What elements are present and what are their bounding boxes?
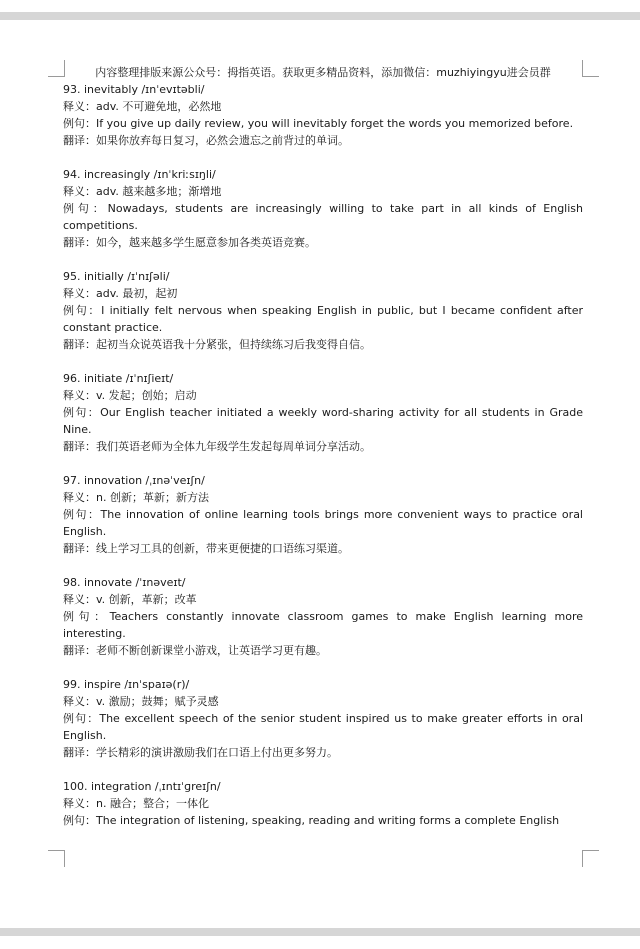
example-sentence: 例句：Teachers constantly innovate classroom games to make English learning more interesting. (63, 610, 583, 640)
example-sentence: 例句：If you give up daily review, you will inevitably forget the words you memorized before. (63, 117, 574, 130)
example-sentence: 例句：The excellent speech of the senior student inspired us to make greater efforts in oral English. (63, 712, 583, 742)
vocab-entry (63, 676, 583, 761)
page-corner-mark-bottom-right (582, 850, 599, 867)
word-meaning: 释义：n. 融合；整合；一体化 (63, 797, 209, 810)
word-heading: 96. initiate /ɪˈnɪʃieɪt/ (63, 372, 174, 385)
example-translation: 翻译：如果你放弃每日复习，必然会遗忘之前背过的单词。 (63, 134, 349, 147)
word-heading: 100. integration /ˌɪntɪˈɡreɪʃn/ (63, 780, 221, 793)
word-heading: 95. initially /ɪˈnɪʃəli/ (63, 270, 170, 283)
example-sentence: 例句：Our English teacher initiated a weekly word-sharing activity for all students in Grade Nine. (63, 406, 583, 436)
vocab-entry (63, 166, 583, 251)
example-translation: 翻译：如今，越来越多学生愿意参加各类英语竞赛。 (63, 236, 316, 249)
vocab-entry (63, 574, 583, 659)
word-meaning: 释义：n. 创新；革新；新方法 (63, 491, 209, 504)
page-header: 内容整理排版来源公众号：拇指英语。获取更多精品资料，添加微信：muzhiyingyu进会员群 (95, 66, 551, 79)
word-meaning: 释义：v. 创新，革新；改革 (63, 593, 197, 606)
top-scroll-bar (0, 12, 640, 20)
example-sentence: 例句：Nowadays, students are increasingly willing to take part in all kinds of English competitions. (63, 202, 583, 232)
example-sentence: 例句：I initially felt nervous when speaking English in public, but I became confident after constant practice. (63, 304, 583, 334)
example-translation: 翻译：起初当众说英语我十分紧张，但持续练习后我变得自信。 (63, 338, 371, 351)
example-sentence: 例句：The innovation of online learning tools brings more convenient ways to practice oral English. (63, 508, 583, 538)
vocab-entry (63, 370, 583, 455)
example-translation: 翻译：线上学习工具的创新，带来更便捷的口语练习渠道。 (63, 542, 349, 555)
word-heading: 97. innovation /ˌɪnəˈveɪʃn/ (63, 474, 205, 487)
example-translation: 翻译：我们英语老师为全体九年级学生发起每周单词分享活动。 (63, 440, 371, 453)
word-heading: 94. increasingly /ɪnˈkriːsɪŋli/ (63, 168, 216, 181)
vocab-entry (63, 778, 583, 829)
vocab-entry (63, 268, 583, 353)
example-translation: 翻译：老师不断创新课堂小游戏，让英语学习更有趣。 (63, 644, 327, 657)
word-meaning: 释义：adv. 最初，起初 (63, 287, 178, 300)
vocab-entry (63, 81, 583, 149)
word-meaning: 释义：v. 激励；鼓舞；赋予灵感 (63, 695, 219, 708)
example-sentence: 例句：The integration of listening, speaking, reading and writing forms a complete English (63, 814, 560, 827)
word-heading: 99. inspire /ɪnˈspaɪə(r)/ (63, 678, 190, 691)
example-translation: 翻译：学长精彩的演讲激励我们在口语上付出更多努力。 (63, 746, 338, 759)
word-heading: 98. innovate /ˈɪnəveɪt/ (63, 576, 186, 589)
bottom-scroll-bar (0, 928, 640, 936)
vocab-entry (63, 472, 583, 557)
word-heading: 93. inevitably /ɪnˈevɪtəbli/ (63, 83, 205, 96)
page-corner-mark-bottom-left (48, 850, 65, 867)
vocabulary-list (63, 81, 583, 829)
document-page (63, 64, 583, 846)
page-corner-mark-top-right (582, 60, 599, 77)
word-meaning: 释义：adv. 越来越多地；渐增地 (63, 185, 222, 198)
word-meaning: 释义：adv. 不可避免地，必然地 (63, 100, 222, 113)
word-meaning: 释义：v. 发起；创始；启动 (63, 389, 197, 402)
